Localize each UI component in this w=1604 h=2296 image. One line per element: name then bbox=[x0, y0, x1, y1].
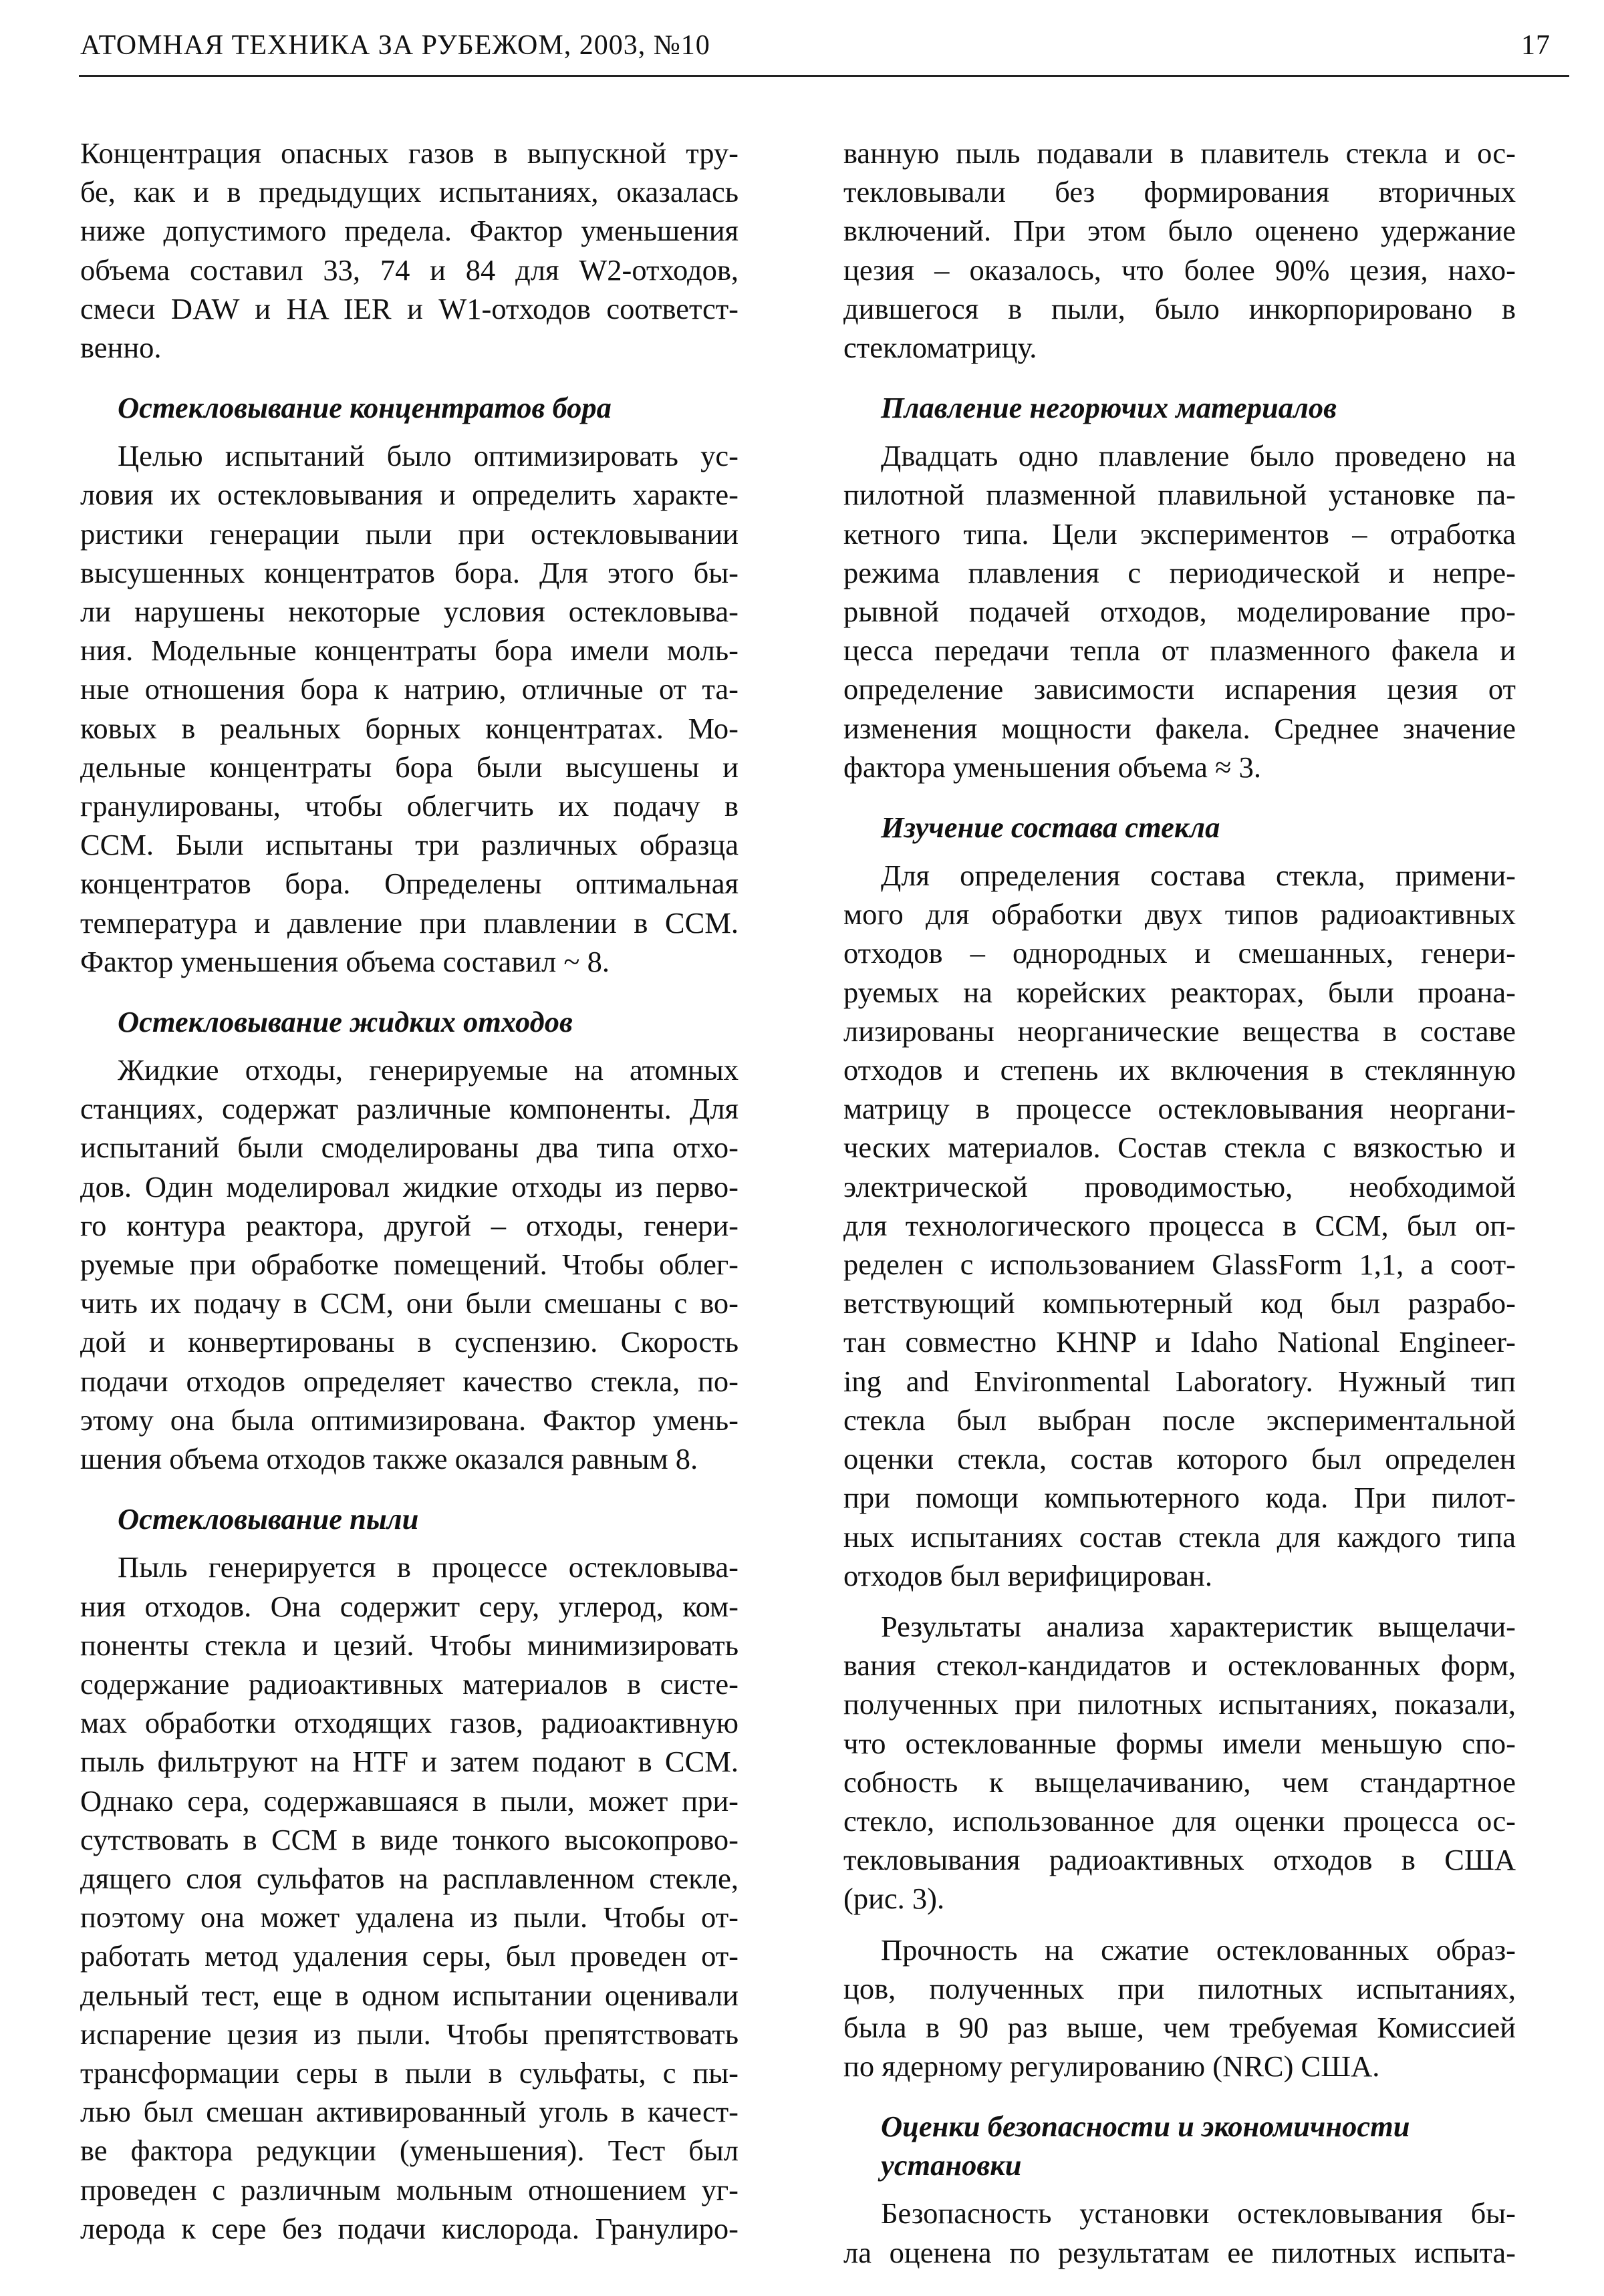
text-line: Безопасность установки остекловывания бы- bbox=[881, 2196, 1516, 2231]
text-line: дельный тест, еще в одном испытании оценивали bbox=[80, 1978, 739, 2012]
text-line: Результаты анализа характеристик выщелачи- bbox=[881, 1609, 1516, 1643]
text-line: температура и давление при плавлении в CCM. bbox=[80, 905, 739, 940]
text-line: проведен с различным мольным отношением уг- bbox=[80, 2172, 739, 2206]
text-line: что остеклованные формы имели меньшую спо- bbox=[843, 1726, 1516, 1760]
paragraph bbox=[80, 436, 739, 981]
text-line: оценки стекла, состав которого был определен bbox=[843, 1442, 1516, 1476]
paragraph bbox=[80, 1548, 739, 2248]
text-line: дившегося в пыли, было инкорпорировано в bbox=[843, 291, 1516, 325]
text-line: Пыль генерируется в процессе остекловыва- bbox=[118, 1550, 739, 1584]
text-line: пилотной плазменной плавильной установке па- bbox=[843, 478, 1516, 512]
text-line: смеси DAW и HA IER и W1-отходов соответст- bbox=[80, 291, 739, 325]
text-line: подачи отходов определяет качество стекла, по- bbox=[80, 1364, 739, 1398]
text-line: высушенных концентратов бора. Для этого бы- bbox=[80, 555, 739, 589]
section-heading bbox=[843, 808, 1516, 847]
text-line: трансформации серы в пыли в сульфаты, с пы- bbox=[80, 2055, 739, 2090]
text-line: Оценки безопасности и экономичности bbox=[881, 2110, 1410, 2144]
text-line: определение зависимости испарения цезия от bbox=[843, 672, 1516, 706]
text-line: текловывания радиоактивных отходов в США bbox=[843, 1843, 1516, 1877]
text-line: лью был смешан активированный уголь в качест- bbox=[80, 2095, 739, 2129]
text-line: текловывали без формирования вторичных bbox=[843, 175, 1516, 209]
text-line: Жидкие отходы, генерируемые на атомных bbox=[118, 1053, 739, 1087]
text-line: отходов – однородных и смешанных, генери- bbox=[843, 936, 1516, 970]
paragraph bbox=[843, 436, 1516, 786]
text-line: Целью испытаний было оптимизировать ус- bbox=[118, 439, 739, 473]
text-line: го контура реактора, другой – отходы, генери- bbox=[80, 1208, 739, 1242]
section-heading bbox=[80, 1002, 739, 1041]
text-line: полученных при пилотных испытаниях, показали, bbox=[843, 1687, 1516, 1721]
text-line: Прочность на сжатие остеклованных образ- bbox=[881, 1932, 1516, 1967]
text-line: Фактор уменьшения объема составил ~ 8. bbox=[80, 944, 610, 978]
paragraph bbox=[843, 134, 1516, 367]
text-line: объема составил 33, 74 и 84 для W2-отходов, bbox=[80, 253, 739, 287]
text-line: дящего слоя сульфатов на расплавленном стекле, bbox=[80, 1861, 739, 1895]
text-line: при помощи компьютерного кода. При пилот- bbox=[843, 1481, 1516, 1515]
text-line: CCM. Были испытаны три различных образца bbox=[80, 828, 739, 862]
text-line: дов. Один моделировал жидкие отходы из перво- bbox=[80, 1169, 739, 1203]
text-line: концентратов бора. Определены оптимальная bbox=[80, 867, 739, 901]
journal-title: АТОМНАЯ ТЕХНИКА ЗА РУБЕЖОМ, 2003, №10 bbox=[80, 30, 710, 61]
text-line: Остекловывание жидких отходов bbox=[118, 1005, 573, 1039]
text-line: венно. bbox=[80, 331, 162, 365]
text-line: собность к выщелачиванию, чем стандартное bbox=[843, 1765, 1516, 1799]
text-line: чить их подачу в CCM, они были смешаны с во- bbox=[80, 1286, 739, 1320]
text-line: сутствовать в CCM в виде тонкого высокопрово- bbox=[80, 1822, 739, 1856]
text-line: ристики генерации пыли при остекловывании bbox=[80, 517, 739, 551]
text-line: цов, полученных при пилотных испытаниях, bbox=[843, 1971, 1516, 2005]
text-line: поэтому она может удалена из пыли. Чтобы от- bbox=[80, 1900, 739, 1934]
left-column bbox=[80, 134, 739, 2248]
text-line: ли нарушены некоторые условия остекловыва- bbox=[80, 595, 739, 629]
text-line: дельные концентраты бора были высушены и bbox=[80, 750, 739, 784]
paragraph bbox=[843, 1930, 1516, 2086]
text-line: цесса передачи тепла от плазменного факела и bbox=[843, 633, 1516, 668]
right-column bbox=[843, 134, 1516, 2272]
text-line: матрицу в процессе остекловывания неоргани- bbox=[843, 1092, 1516, 1126]
text-line: ковых в реальных борных концентратах. Мо- bbox=[80, 711, 739, 745]
text-line: ванную пыль подавали в плавитель стекла и ос- bbox=[843, 136, 1516, 170]
text-line: стекло, использованное для оценки процесса ос- bbox=[843, 1804, 1516, 1838]
text-line: стекломатрицу. bbox=[843, 331, 1037, 365]
page-number: 17 bbox=[1521, 30, 1551, 61]
text-line: рывной подачей отходов, моделирование про- bbox=[843, 595, 1516, 629]
text-line: ниже допустимого предела. Фактор уменьшения bbox=[80, 214, 739, 248]
text-line: отходов и степень их включения в стеклянную bbox=[843, 1053, 1516, 1087]
text-line: бе, как и в предыдущих испытаниях, оказалась bbox=[80, 175, 739, 209]
text-line: ветствующий компьютерный код был разрабо- bbox=[843, 1286, 1516, 1320]
text-line: содержание радиоактивных материалов в систе- bbox=[80, 1667, 739, 1701]
section-heading bbox=[843, 2107, 1516, 2184]
text-line: ве фактора редукции (уменьшения). Тест был bbox=[80, 2134, 739, 2168]
text-line: Плавление негорючих материалов bbox=[881, 391, 1337, 425]
text-line: ла оценена по результатам ее пилотных испыта- bbox=[843, 2235, 1516, 2269]
text-line: Концентрация опасных газов в выпускной тру- bbox=[80, 136, 739, 170]
paragraph bbox=[843, 856, 1516, 1595]
text-line: руемые при обработке помещений. Чтобы облег- bbox=[80, 1248, 739, 1282]
text-line: вания стекол-кандидатов и остеклованных форм, bbox=[843, 1648, 1516, 1683]
text-line: включений. При этом было оценено удержание bbox=[843, 214, 1516, 248]
text-line: дой и конвертированы в суспензию. Скорость bbox=[80, 1325, 739, 1359]
text-line: стекла был выбран после экспериментальной bbox=[843, 1403, 1516, 1437]
section-heading bbox=[80, 1499, 739, 1538]
paragraph bbox=[80, 1050, 739, 1478]
header-rule bbox=[79, 75, 1569, 77]
text-line: мах обработки отходящих газов, радиоактивную bbox=[80, 1706, 739, 1740]
text-line: ловия их остекловывания и определить характе- bbox=[80, 478, 739, 512]
running-header bbox=[80, 29, 1551, 69]
text-line: мого для обработки двух типов радиоактивных bbox=[843, 897, 1516, 931]
text-line: ных испытаниях состав стекла для каждого типа bbox=[843, 1520, 1516, 1554]
text-line: ческих материалов. Состав стекла с вязкостью и bbox=[843, 1131, 1516, 1165]
text-line: пыль фильтруют на HTF и затем подают в CCM. bbox=[80, 1745, 739, 1779]
paragraph bbox=[80, 134, 739, 367]
text-line: руемых на корейских реакторах, были проана- bbox=[843, 975, 1516, 1009]
text-line: Изучение состава стекла bbox=[881, 811, 1220, 845]
section-heading bbox=[843, 388, 1516, 427]
text-line: по ядерному регулированию (NRC) США. bbox=[843, 2049, 1380, 2084]
text-line: ные отношения бора к натрию, отличные от та- bbox=[80, 672, 739, 706]
text-line: цезия – оказалось, что более 90% цезия, нахо- bbox=[843, 253, 1516, 287]
text-line: испытаний были смоделированы два типа отхо- bbox=[80, 1131, 739, 1165]
text-line: этому она была оптимизирована. Фактор умень- bbox=[80, 1403, 739, 1437]
text-line: ределен с использованием GlassForm 1,1, а соот- bbox=[843, 1248, 1516, 1282]
text-line: отходов был верифицирован. bbox=[843, 1558, 1212, 1592]
text-line: испарение цезия из пыли. Чтобы препятствовать bbox=[80, 2017, 739, 2051]
text-line: фактора уменьшения объема ≈ 3. bbox=[843, 750, 1261, 784]
text-line: изменения мощности факела. Среднее значение bbox=[843, 711, 1516, 745]
text-line: станциях, содержат различные компоненты. Для bbox=[80, 1092, 739, 1126]
text-line: (рис. 3). bbox=[843, 1882, 945, 1916]
text-line: для технологического процесса в CCM, был оп- bbox=[843, 1208, 1516, 1242]
text-line: Двадцать одно плавление было проведено на bbox=[881, 439, 1516, 473]
text-line: работать метод удаления серы, был проведен от- bbox=[80, 1939, 739, 1973]
text-line: гранулированы, чтобы облегчить их подачу в bbox=[80, 789, 739, 823]
section-heading bbox=[80, 388, 739, 427]
text-line: Для определения состава стекла, примени- bbox=[881, 859, 1516, 893]
text-line: ния отходов. Она содержит серу, углерод, ком- bbox=[80, 1589, 739, 1623]
text-line: Однако сера, содержавшаяся в пыли, может при- bbox=[80, 1783, 739, 1818]
text-line: тан совместно KHNP и Idaho National Engineer- bbox=[843, 1325, 1516, 1359]
text-line: ing and Environmental Laboratory. Нужный тип bbox=[843, 1364, 1516, 1398]
text-line: ния. Модельные концентраты бора имели моль- bbox=[80, 633, 739, 668]
text-line: шения объема отходов также оказался равным 8. bbox=[80, 1442, 698, 1476]
text-line: режима плавления с периодической и непре- bbox=[843, 555, 1516, 589]
text-line: лизированы неорганические вещества в составе bbox=[843, 1014, 1516, 1048]
paragraph bbox=[843, 1607, 1516, 1918]
text-line: поненты стекла и цезий. Чтобы минимизировать bbox=[80, 1628, 739, 1662]
text-line: кетного типа. Цели экспериментов – отработка bbox=[843, 517, 1516, 551]
text-line: лерода к сере без подачи кислорода. Гранулиро- bbox=[80, 2211, 739, 2245]
paragraph bbox=[843, 2194, 1516, 2271]
text-line: Остекловывание концентратов бора bbox=[118, 391, 612, 425]
text-line: Остекловывание пыли bbox=[118, 1502, 419, 1536]
text-line: установки bbox=[881, 2148, 1022, 2182]
text-line: была в 90 раз выше, чем требуемая Комиссией bbox=[843, 2010, 1516, 2044]
text-line: электрической проводимостью, необходимой bbox=[843, 1169, 1516, 1203]
